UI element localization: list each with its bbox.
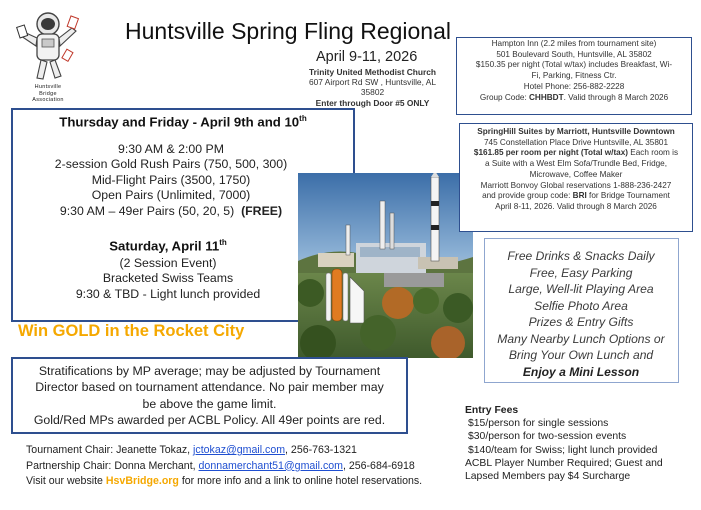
tournament-chair: Tournament Chair: Jeanette Tokaz, jctokaz@gmail.com, 256-763-1321 <box>26 444 357 456</box>
amenity-item: Bring Your Own Lunch and <box>508 348 654 362</box>
hotel-hampton-text: Hampton Inn (2.2 miles from tournament site) 501 Boulevard South, Huntsville, AL 35802 $150.35 per night (Total w/tax) includes Breakfast, Wi- Fi, Parking, Fitness Ctr. Hotel Phone: 256-882-2228 Group Code: CHHBDT. Valid through 8 March 2026 <box>475 39 673 102</box>
hotel-springhill-text: SpringHill Suites by Marriott, Huntsville Downtown 745 Constellation Place Drive Huntsville, AL 35801 $161.85 per room per night (Total w/tax) Each room is a Suite with a West Elm Sofa/Trundle Bed, Fridge, Microwave, Coffee Maker Marriott Bonvoy Global reservations 1-888-236-2427 and provide group code: BRI for Bridge Tournament April 8-11, 2026. Valid through 8 March 2026 <box>462 127 690 213</box>
fee-line: $30/person for two-session events <box>468 431 627 443</box>
tagline: Win GOLD in the Rocket City <box>18 322 245 340</box>
chair-email-link[interactable]: jctokaz@gmail.com <box>193 444 286 456</box>
partnership-chair: Partnership Chair: Donna Merchant, donnamerchant51@gmail.com, 256-684-6918 <box>26 459 415 472</box>
website-line: Visit our website HsvBridge.org for more info and a link to online hotel reservations. <box>26 475 423 488</box>
hotel-name: SpringHill Suites by Marriott, Huntsville Downtown <box>477 127 675 136</box>
fee-line: $15/person for single sessions <box>468 418 609 430</box>
amenity-item: Enjoy a Mini Lesson <box>522 364 640 379</box>
amenity-item: Large, Well-lit Playing Area <box>508 282 654 296</box>
stratification-text: Stratifications by MP average; may be adjusted by Tournament Director based on tournament attendance. No pair member may be above the game limit. Gold/Red MPs awarded per ACBL Policy. All 49er points are red. <box>33 364 386 428</box>
saturday-heading: Saturday, April 11th <box>109 238 227 254</box>
saturday-events <box>13 256 323 302</box>
event-line: Bracketed Swiss Teams <box>102 271 234 286</box>
hotel-springhill-box <box>459 123 693 232</box>
event-line: Open Pairs (Unlimited, 7000) <box>91 188 251 203</box>
hotel-price: $161.85 per room per night (Total w/tax) <box>473 148 629 158</box>
event-line: 9:30 AM – 49er Pairs (50, 20, 5) (FREE) <box>59 203 283 218</box>
hotel-hampton-box <box>456 37 692 115</box>
amenities-box <box>484 238 679 383</box>
fee-line: ACBL Player Number Required; Guest and <box>465 457 663 469</box>
venue-address: 607 Airport Rd SW , Huntsville, AL 35802 <box>308 77 437 98</box>
page-title: Huntsville Spring Fling Regional <box>125 18 451 44</box>
group-code: CHHBDT <box>529 92 564 102</box>
amenity-item: Free, Easy Parking <box>529 265 633 280</box>
website-link[interactable]: HsvBridge.org <box>105 475 179 488</box>
event-dates: April 9-11, 2026 <box>316 49 418 65</box>
stratification-box <box>11 357 408 434</box>
event-line: 9:30 AM & 2:00 PM <box>118 142 224 156</box>
venue-name: Trinity United Methodist Church <box>308 67 437 77</box>
amenity-item: Prizes & Entry Gifts <box>528 315 634 329</box>
amenities-list <box>485 248 677 380</box>
fees-heading: Entry Fees <box>465 405 519 416</box>
event-line: (2 Session Event) <box>119 256 217 270</box>
entry-fees <box>465 404 663 483</box>
contacts <box>26 443 422 490</box>
free-label: (FREE) <box>241 203 283 218</box>
thu-fri-heading: Thursday and Friday - April 9th and 10th <box>59 114 307 130</box>
event-line: 2-session Gold Rush Pairs (750, 500, 300) <box>54 157 288 172</box>
group-code: BRI <box>572 191 587 201</box>
fee-line: $140/team for Swiss; light lunch provided <box>468 444 658 456</box>
partner-email-link[interactable]: donnamerchant51@gmail.com <box>198 459 343 472</box>
amenity-item: Many Nearby Lunch Options or <box>497 331 665 346</box>
fee-line: Lapsed Members pay $4 Surcharge <box>465 471 631 483</box>
logo-caption: Huntsville Bridge Association <box>32 84 64 104</box>
event-line: Mid-Flight Pairs (3500, 1750) <box>91 172 251 187</box>
venue-info <box>300 67 445 108</box>
thu-fri-events <box>13 142 329 219</box>
event-line: 9:30 & TBD - Light lunch provided <box>75 286 261 301</box>
amenity-item: Selfie Photo Area <box>534 298 628 313</box>
venue-entry: Enter through Door #5 ONLY <box>315 97 430 108</box>
amenity-item: Free Drinks & Snacks Daily <box>507 249 655 263</box>
rocket-park-photo <box>298 173 473 358</box>
